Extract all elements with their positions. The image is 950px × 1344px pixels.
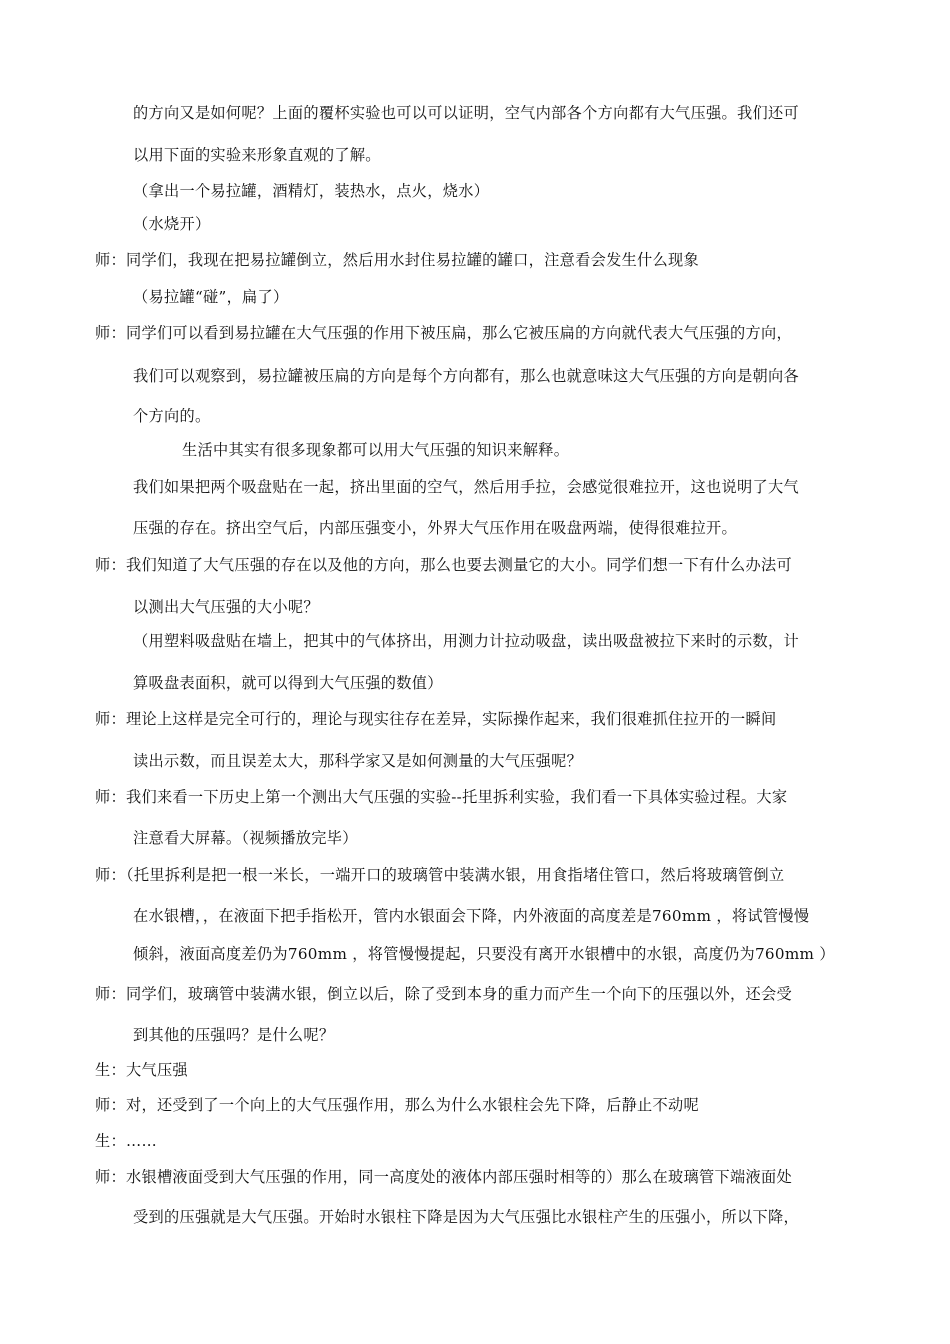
text-line: 我们可以观察到，易拉罐被压扁的方向是每个方向都有，那么也就意味这大气压强的方向是朝向各: [133, 367, 799, 385]
text-line: （水烧开）: [133, 215, 211, 233]
text-line: 师：同学们，我现在把易拉罐倒立，然后用水封住易拉罐的罐口，注意看会发生什么现象: [95, 251, 700, 269]
text-line: 压强的存在。挤出空气后，内部压强变小，外界大气压作用在吸盘两端，使得很难拉开。: [133, 519, 738, 537]
text-line: （拿出一个易拉罐，酒精灯，装热水，点火，烧水）: [133, 182, 490, 200]
text-line: 以用下面的实验来形象直观的了解。: [133, 146, 381, 164]
text-line: 读出示数，而且误差太大，那科学家又是如何测量的大气压强呢？: [133, 752, 583, 770]
text-line: 师：同学们，玻璃管中装满水银，倒立以后，除了受到本身的重力而产生一个向下的压强以外，还会受: [95, 985, 792, 1003]
text-line: 个方向的。: [133, 407, 211, 425]
text-line: 生活中其实有很多现象都可以用大气压强的知识来解释。: [182, 441, 570, 459]
text-line: （用塑料吸盘贴在墙上，把其中的气体挤出，用测力计拉动吸盘，读出吸盘被拉下来时的示数，计: [133, 632, 799, 650]
text-line: 师：同学们可以看到易拉罐在大气压强的作用下被压扁，那么它被压扁的方向就代表大气压强的方向，: [95, 324, 792, 342]
text-line: 算吸盘表面积，就可以得到大气压强的数值）: [133, 674, 443, 692]
text-line: 师：水银槽液面受到大气压强的作用，同一高度处的液体内部压强时相等的）那么在玻璃管下端液面处: [95, 1168, 792, 1186]
text-line: 受到的压强就是大气压强。开始时水银柱下降是因为大气压强比水银柱产生的压强小，所以下降，: [133, 1208, 799, 1226]
text-line: 在水银槽，，在液面下把手指松开，管内水银面会下降，内外液面的高度差是760mm ，将试管慢慢: [133, 907, 810, 925]
text-line: 师：理论上这样是完全可行的，理论与现实往存在差异，实际操作起来，我们很难抓住拉开的一瞬间: [95, 710, 777, 728]
text-line: 师：我们知道了大气压强的存在以及他的方向，那么也要去测量它的大小。同学们想一下有什么办法可: [95, 556, 792, 574]
text-line: （易拉罐“碰”，扁了）: [133, 288, 289, 306]
text-line: 倾斜，液面高度差仍为760mm ，将管慢慢提起，只要没有离开水银槽中的水银，高度仍为760mm ）: [133, 945, 835, 963]
text-line: 生：……: [95, 1132, 157, 1150]
text-line: 我们如果把两个吸盘贴在一起，挤出里面的空气，然后用手拉，会感觉很难拉开，这也说明了大气: [133, 478, 799, 496]
text-line: 生：大气压强: [95, 1061, 188, 1079]
text-line: 的方向又是如何呢？上面的覆杯实验也可以可以证明，空气内部各个方向都有大气压强。我们还可: [133, 104, 799, 122]
text-line: 师：（托里拆利是把一根一米长，一端开口的玻璃管中装满水银，用食指堵住管口，然后将玻璃管倒立: [95, 866, 785, 884]
text-line: 师：对，还受到了一个向上的大气压强作用，那么为什么水银柱会先下降，后静止不动呢: [95, 1096, 700, 1114]
text-line: 以测出大气压强的大小呢？: [133, 598, 319, 616]
text-line: 到其他的压强吗？是什么呢？: [133, 1026, 335, 1044]
text-line: 师：我们来看一下历史上第一个测出大气压强的实验--托里拆利实验，我们看一下具体实验过程。大家: [95, 788, 788, 806]
text-line: 注意看大屏幕。（视频播放完毕）: [133, 829, 358, 847]
